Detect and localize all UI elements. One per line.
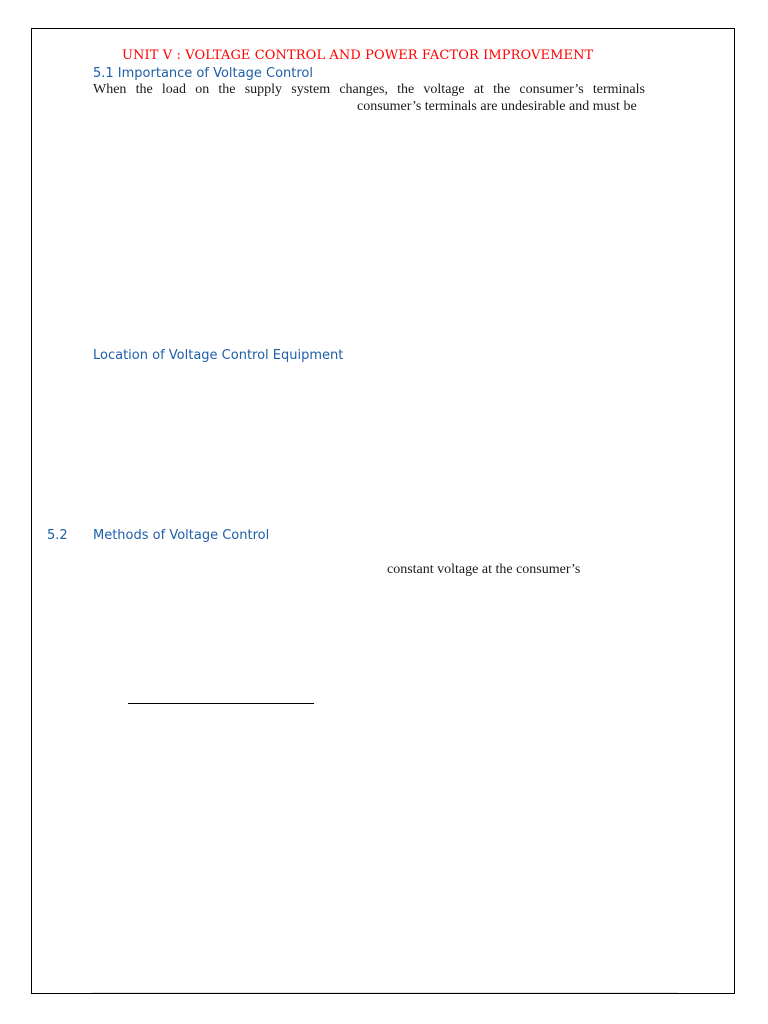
- paragraph-line: constant voltage at the consumer’s: [387, 562, 581, 577]
- paragraph-line: consumer’s terminals are undesirable and must be: [357, 99, 637, 114]
- page-border: [31, 28, 735, 994]
- underline-rule: [128, 703, 314, 704]
- section-number: 5.2: [47, 528, 68, 543]
- footer-rule: [92, 992, 678, 993]
- paragraph-line: When the load on the supply system changes, the voltage at the consumer’s terminals: [93, 82, 645, 97]
- document-title: UNIT V : VOLTAGE CONTROL AND POWER FACTOR IMPROVEMENT: [122, 48, 594, 63]
- section-heading-location-of-voltage-control-equipment: Location of Voltage Control Equipment: [93, 348, 344, 363]
- section-heading-importance-of-voltage-control: 5.1 Importance of Voltage Control: [93, 66, 313, 81]
- section-heading-methods-of-voltage-control: Methods of Voltage Control: [93, 528, 270, 543]
